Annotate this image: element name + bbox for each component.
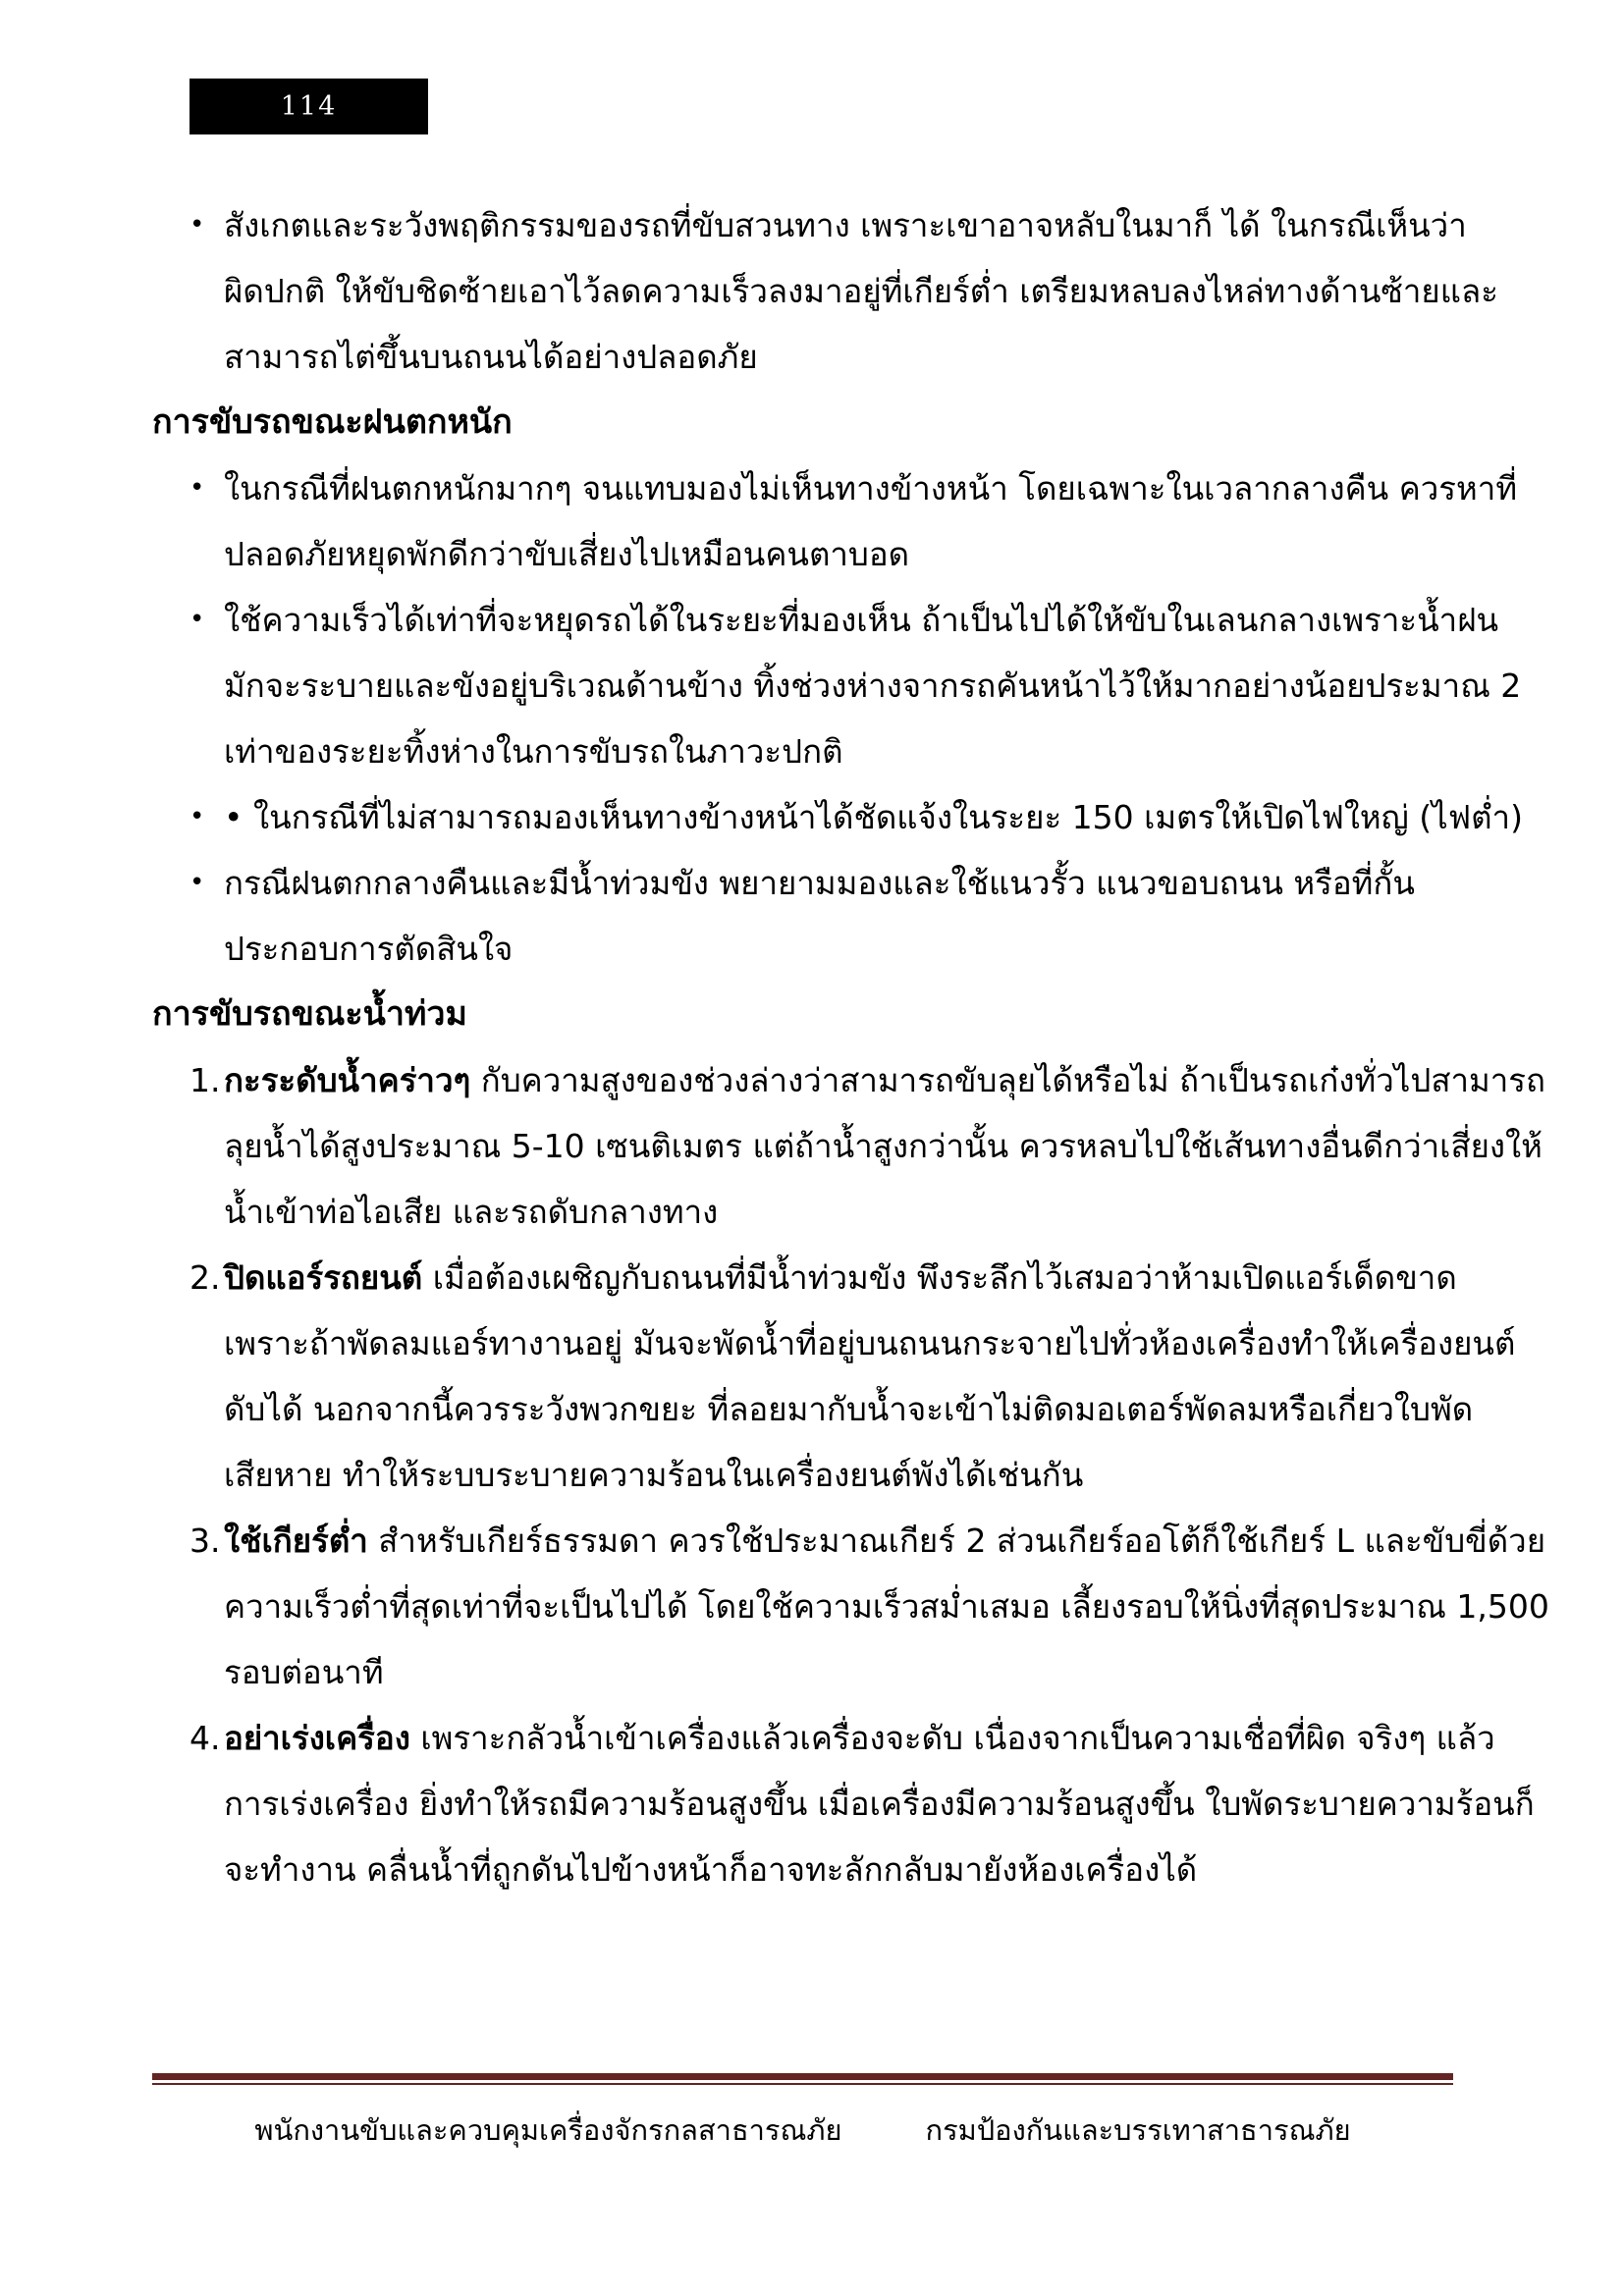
bullet-item: [152, 455, 1518, 587]
numbered-item: [152, 1245, 1516, 1508]
footer-rule-thick: [152, 2073, 1453, 2080]
bullet-item: [152, 192, 1498, 390]
item-number: 4.: [189, 1719, 221, 1757]
bullet-item: [152, 850, 1453, 982]
body-text: เพราะกลัวน้ำเข้าเครื่องแล้วเครื่องจะดับ เนื่องจากเป็นความเชื่อที่ผิด จริงๆ แล้ว: [409, 1719, 1495, 1757]
bullet-lines: [224, 192, 1498, 390]
body-line: รอบต่อนาที: [224, 1653, 384, 1691]
body-line: [224, 1245, 1457, 1310]
bullet-marker: •: [189, 605, 205, 634]
footer-rule: [152, 2073, 1453, 2085]
item-number: 3.: [189, 1522, 221, 1560]
body-line: [224, 1705, 1495, 1771]
item-lead: กะระดับน้ำคร่าวๆ: [224, 1061, 471, 1099]
item-lead: อย่าเร่งเครื่อง: [224, 1719, 410, 1757]
numbered-item: [152, 1508, 1549, 1705]
body-line: จะทำงาน คลื่นน้ำที่ถูกดันไปข้างหน้าก็อาจทะลักกลับมายังห้องเครื่องได้: [224, 1850, 1198, 1889]
body-text: เมื่อต้องเผชิญกับถนนที่มีน้ำท่วมขัง พึงระลึกไว้เสมอว่าห้ามเปิดแอร์เด็ดขาด: [422, 1258, 1457, 1297]
item-lines: [224, 1310, 1516, 1508]
bullet-marker: •: [189, 802, 205, 831]
body-line: ผิดปกติ ให้ขับชิดซ้ายเอาไว้ลดความเร็วลงมาอยู่ที่เกียร์ต่ำ เตรียมหลบลงไหล่ทางด้านซ้ายและ: [224, 272, 1498, 310]
document-body: [152, 192, 1549, 1902]
body-line: สามารถไต่ขึ้นบนถนนได้อย่างปลอดภัย: [224, 338, 758, 376]
numbered-item: [152, 1047, 1545, 1245]
body-line: ในกรณีที่ฝนตกหนักมากๆ จนแทบมองไม่เห็นทางข้างหน้า โดยเฉพาะในเวลากลางคืน ควรหาที่: [224, 469, 1518, 507]
body-line: เท่าของระยะทิ้งห่างในการขับรถในภาวะปกติ: [224, 732, 843, 771]
item-number: 1.: [189, 1061, 221, 1099]
bullet-marker: •: [189, 210, 205, 240]
page-footer: [152, 2101, 1453, 2160]
item-number: 2.: [189, 1258, 221, 1297]
body-line: • ในกรณีที่ไม่สามารถมองเห็นทางข้างหน้าได้ชัดแจ้งในระยะ 150 เมตรให้เปิดไฟใหญ่ (ไฟต่ำ): [224, 798, 1523, 836]
body-text: สำหรับเกียร์ธรรมดา ควรใช้ประมาณเกียร์ 2 ส่วนเกียร์ออโต้ก็ใช้เกียร์ L และขับขี่ด้วย: [367, 1522, 1546, 1560]
body-line: เสียหาย ทำให้ระบบระบายความร้อนในเครื่องยนต์พังได้เช่นกัน: [224, 1456, 1084, 1494]
body-line: ดับได้ นอกจากนี้ควรระวังพวกขยะ ที่ลอยมากับน้ำจะเข้าไม่ติดมอเตอร์พัดลมหรือเกี่ยวใบพัด: [224, 1390, 1474, 1428]
body-line: [224, 1047, 1545, 1113]
item-lines: [224, 1574, 1549, 1705]
body-line: [224, 1508, 1546, 1574]
body-line: การเร่งเครื่อง ยิ่งทำให้รถมีความร้อนสูงขึ้น เมื่อเครื่องมีความร้อนสูงขึ้น ใบพัดระบายความร้อนก็: [224, 1785, 1535, 1823]
footer-left-text: พนักงานขับและควบคุมเครื่องจักรกลสาธารณภัย: [254, 2113, 842, 2147]
body-line: เพราะถ้าพัดลมแอร์ทางานอยู่ มันจะพัดน้ำที่อยู่บนถนนกระจายไปทั่วห้องเครื่องทำให้เครื่องยนต์: [224, 1324, 1516, 1362]
body-line: ลุยน้ำได้สูงประมาณ 5-10 เซนติเมตร แต่ถ้าน้ำสูงกว่านั้น ควรหลบไปใช้เส้นทางอื่นดีกว่าเสี่ยงให้: [224, 1127, 1543, 1165]
body-line: ความเร็วต่ำที่สุดเท่าที่จะเป็นไปได้ โดยใช้ความเร็วสม่ำเสมอ เลี้ยงรอบให้นิ่งที่สุดประมาณ 1,500: [224, 1587, 1549, 1626]
numbered-item: [152, 1705, 1535, 1902]
bullet-lines: [224, 784, 1523, 850]
item-lead: ใช้เกียร์ต่ำ: [224, 1522, 368, 1560]
bullet-lines: [224, 850, 1453, 982]
item-lead: ปิดแอร์รถยนต์: [224, 1258, 423, 1297]
item-lines: [224, 1771, 1535, 1902]
bullet-lines: [224, 455, 1518, 587]
section-heading-rain: การขับรถขณะฝนตกหนัก: [152, 402, 513, 442]
body-line: กรณีฝนตกกลางคืนและมีน้ำท่วมขัง พยายามมองและใช้แนวรั้ว แนวขอบถนน หรือที่กั้น: [224, 864, 1415, 902]
item-lines: [224, 1113, 1543, 1245]
body-line: มักจะระบายและขังอยู่บริเวณด้านข้าง ทิ้งช่วงห่างจากรถคันหน้าไว้ให้มากอย่างน้อยประมาณ 2: [224, 667, 1522, 705]
bullet-lines: [224, 587, 1522, 784]
bullet-item: [152, 784, 1523, 850]
body-line: ใช้ความเร็วได้เท่าที่จะหยุดรถได้ในระยะที่มองเห็น ถ้าเป็นไปได้ให้ขับในเลนกลางเพราะน้ำฝน: [224, 601, 1499, 639]
section-heading-flood: การขับรถขณะน้ำท่วม: [152, 994, 467, 1034]
body-line: น้ำเข้าท่อไอเสีย และรถดับกลางทาง: [224, 1193, 719, 1231]
bullet-marker: •: [189, 868, 205, 897]
page-number-badge: 114: [189, 79, 428, 134]
body-line: ประกอบการตัดสินใจ: [224, 930, 514, 968]
footer-rule-thin: [152, 2083, 1453, 2085]
body-line: ปลอดภัยหยุดพักดีกว่าขับเสี่ยงไปเหมือนคนตาบอด: [224, 535, 910, 573]
bullet-marker: •: [189, 473, 205, 503]
body-text: กับความสูงของช่วงล่างว่าสามารถขับลุยได้หรือไม่ ถ้าเป็นรถเก๋งทั่วไปสามารถ: [470, 1061, 1545, 1099]
bullet-item: [152, 587, 1522, 784]
footer-right-text: กรมป้องกันและบรรเทาสาธารณภัย: [925, 2113, 1351, 2147]
body-line: สังเกตและระวังพฤติกรรมของรถที่ขับสวนทาง เพราะเขาอาจหลับในมาก็ ได้ ในกรณีเห็นว่า: [224, 206, 1467, 244]
